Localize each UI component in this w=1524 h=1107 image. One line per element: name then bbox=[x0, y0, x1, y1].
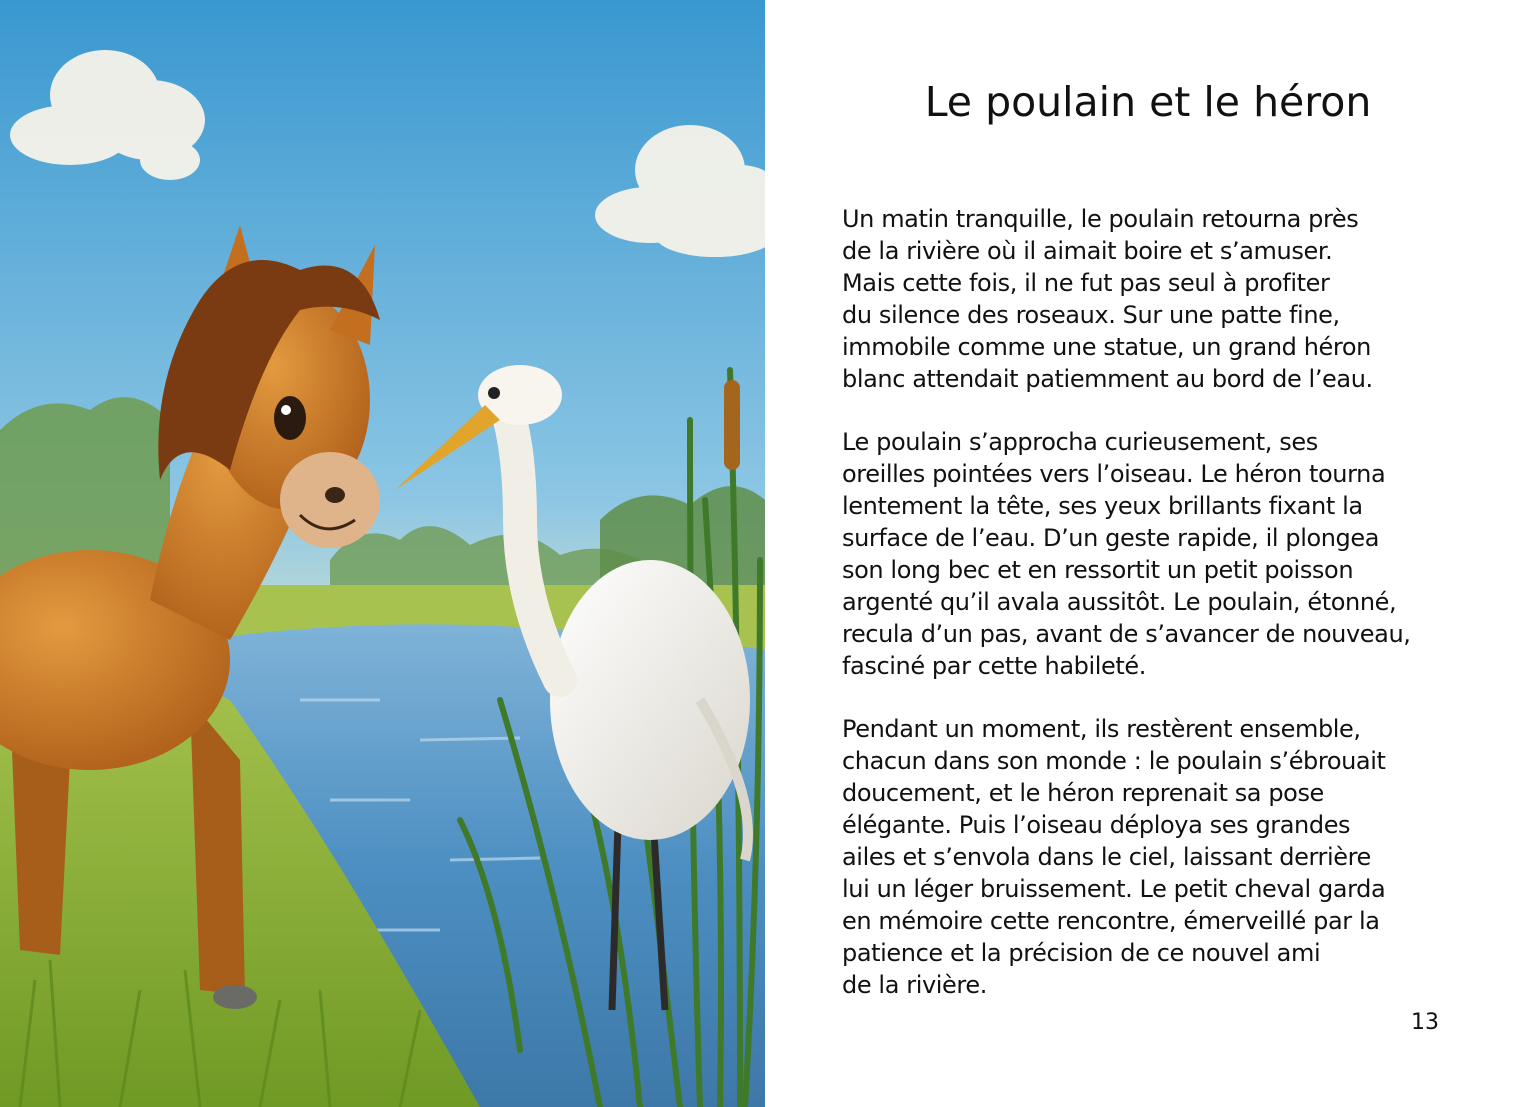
paragraph-1 bbox=[842, 203, 1482, 395]
text-line: de la rivière. bbox=[842, 971, 987, 999]
story-title: Le poulain et le héron bbox=[924, 78, 1372, 126]
text-line: lui un léger bruissement. Le petit cheval garda bbox=[842, 875, 1386, 903]
text-line: oreilles pointées vers l’oiseau. Le héron tourna bbox=[842, 460, 1386, 488]
text-line: élégante. Puis l’oiseau déploya ses grandes bbox=[842, 811, 1351, 839]
text-line: lentement la tête, ses yeux brillants fixant la bbox=[842, 492, 1363, 520]
text-line: fasciné par cette habileté. bbox=[842, 652, 1147, 680]
text-line: surface de l’eau. D’un geste rapide, il plongea bbox=[842, 524, 1380, 552]
text-line: Le poulain s’approcha curieusement, ses bbox=[842, 428, 1318, 456]
text-line: Un matin tranquille, le poulain retourna près bbox=[842, 205, 1359, 233]
text-line: blanc attendait patiemment au bord de l’eau. bbox=[842, 365, 1373, 393]
text-line: ailes et s’envola dans le ciel, laissant derrière bbox=[842, 843, 1371, 871]
text-line: son long bec et en ressortit un petit poisson bbox=[842, 556, 1354, 584]
paragraph-2 bbox=[842, 426, 1482, 682]
text-line: Mais cette fois, il ne fut pas seul à profiter bbox=[842, 269, 1330, 297]
text-line: recula d’un pas, avant de s’avancer de nouveau, bbox=[842, 620, 1411, 648]
paragraph-3 bbox=[842, 713, 1482, 1001]
text-line: doucement, et le héron reprenait sa pose bbox=[842, 779, 1324, 807]
text-line: en mémoire cette rencontre, émerveillé par la bbox=[842, 907, 1380, 935]
story-body bbox=[842, 203, 1482, 1032]
text-line: immobile comme une statue, un grand héron bbox=[842, 333, 1371, 361]
text-line: du silence des roseaux. Sur une patte fine, bbox=[842, 301, 1340, 329]
text-line: Pendant un moment, ils restèrent ensemble, bbox=[842, 715, 1361, 743]
text-line: de la rivière où il aimait boire et s’amuser. bbox=[842, 237, 1333, 265]
text-line: chacun dans son monde : le poulain s’ébrouait bbox=[842, 747, 1386, 775]
cattail bbox=[724, 380, 740, 470]
page-number: 13 bbox=[1411, 1010, 1439, 1035]
text-page bbox=[765, 0, 1524, 1107]
text-line: patience et la précision de ce nouvel ami bbox=[842, 939, 1321, 967]
text-line: argenté qu’il avala aussitôt. Le poulain, étonné, bbox=[842, 588, 1397, 616]
